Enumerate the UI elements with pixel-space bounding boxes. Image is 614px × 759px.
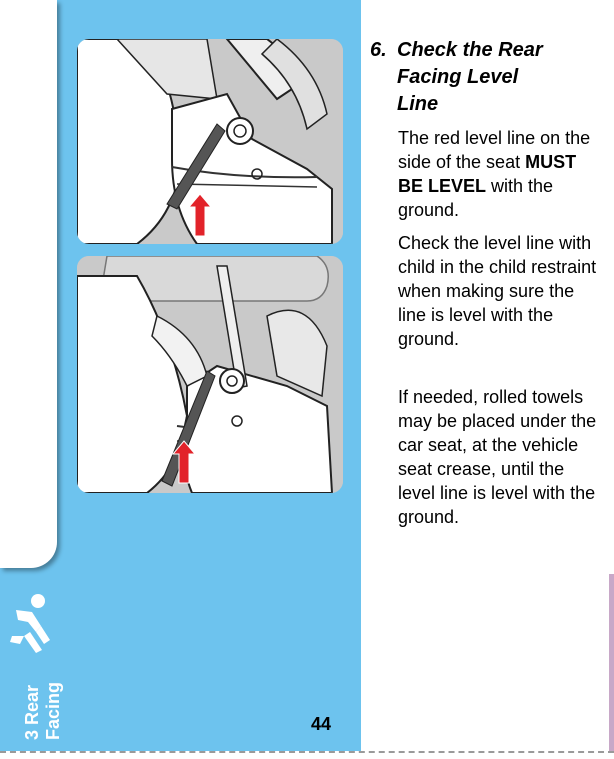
must-be-level-emphasis: MUST BE LEVEL [398,152,577,196]
page-bottom-dashed-line [0,751,614,759]
section-label-line2: Facing [43,681,63,740]
rolled-towels-instruction: If needed, rolled towels may be placed under the car seat, at the vehicle seat crease, until the level line is level with the ground. [398,387,597,527]
car-seat-level-line-empty-illustration [77,39,343,244]
step-title-line1: Check the Rear [397,39,543,61]
section-label-line1: 3 Rear [22,684,42,740]
page-number: 44 [311,714,332,734]
section-tab [0,0,57,568]
section-side-label [22,682,64,740]
step-title-line2: Facing Level [397,66,519,88]
page-edge-marker [609,574,614,751]
step-number: 6. [370,39,387,61]
step-title [370,37,606,118]
level-line-text-end: with the ground. [398,176,554,220]
car-seat-level-line-with-child-illustration [77,256,343,493]
level-line-instruction [398,126,598,222]
check-with-child-instruction: Check the level line with child in the child restraint when making sure the line is level with the ground. [398,233,597,349]
level-line-text-start: The red level line on the side of the seat [398,128,591,172]
step-title-line3: Line [397,93,439,115]
child-in-rear-facing-seat-icon [8,592,56,654]
